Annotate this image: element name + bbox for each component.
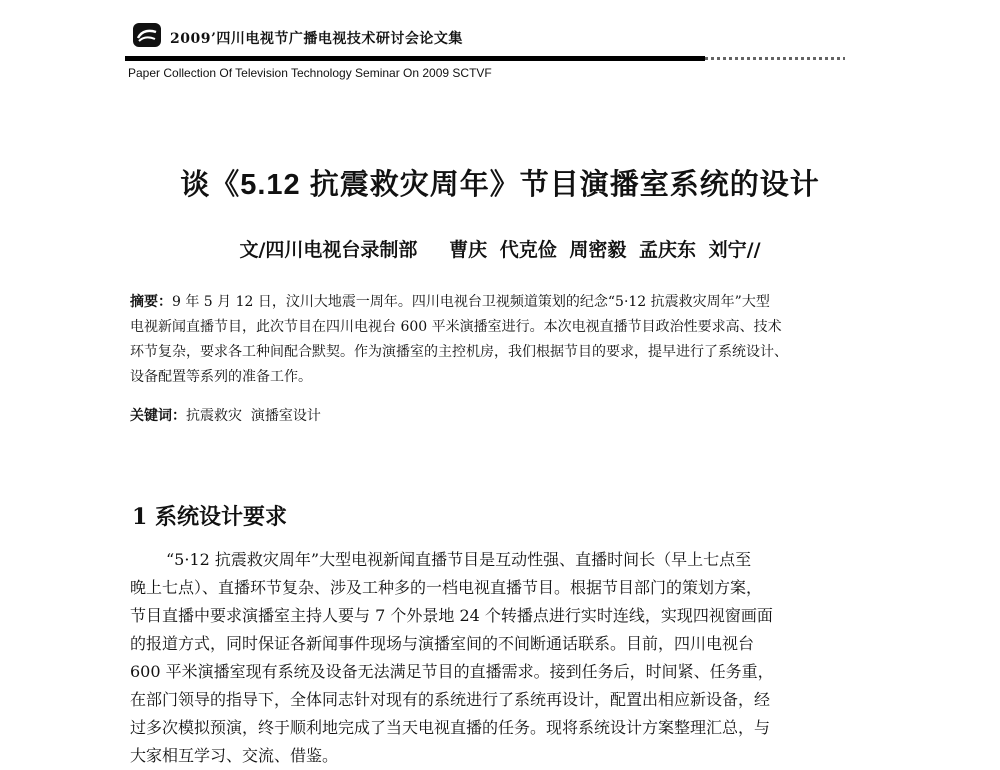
- paragraph-line: 过多次模拟预演，终于顺利地完成了当天电视直播的任务。现将系统设计方案整理汇总，与: [130, 718, 771, 737]
- abstract: [130, 290, 870, 390]
- paragraph-line: 的报道方式，同时保证各新闻事件现场与演播室间的不间断通话联系。目前，四川电视台: [130, 634, 755, 653]
- proceedings-title: 2009’四川电视节广播电视技术研讨会论文集: [170, 31, 463, 47]
- author-name: 曹庆: [449, 239, 488, 261]
- author-name: 周密毅: [569, 239, 627, 261]
- paragraph-line: “5·12 抗震救灾周年”大型电视新闻直播节目是互动性强、直播时间长（早上七点至: [166, 550, 752, 569]
- abstract-label: 摘要：: [130, 294, 172, 310]
- byline-org: 文/四川电视台录制部: [239, 239, 418, 261]
- abstract-line: [130, 290, 870, 315]
- section-body: [130, 546, 870, 770]
- author-name: 刘宁//: [708, 239, 761, 261]
- section-heading: 1 系统设计要求: [132, 504, 287, 530]
- author-name: 代克俭: [499, 239, 557, 261]
- abstract-line: 环节复杂，要求各工种间配合默契。作为演播室的主控机房，我们根据节目的要求，提早进行了系统设计、: [130, 344, 788, 360]
- abstract-line: 电视新闻直播节目，此次节目在四川电视台 600 平米演播室进行。本次电视直播节目政治性要求高、技术: [130, 319, 782, 335]
- keywords-label: 关键词：: [130, 408, 186, 424]
- header-rule: [125, 56, 705, 61]
- byline: [0, 235, 1000, 262]
- article-title: 谈《5.12 抗震救灾周年》节目演播室系统的设计: [180, 169, 820, 201]
- keywords-value: 抗震救灾 演播室设计: [186, 408, 321, 424]
- author-name: 孟庆东: [638, 239, 696, 261]
- abstract-line: 设备配置等系列的准备工作。: [130, 369, 312, 385]
- paragraph-line: 晚上七点）、直播环节复杂、涉及工种多的一档电视直播节目。根据节目部门的策划方案，: [130, 578, 763, 597]
- proceedings-subtitle: Paper Collection Of Television Technology Seminar On 2009 SCTVF: [128, 66, 492, 80]
- abstract-text: 9 年 5 月 12 日，汶川大地震一周年。四川电视台卫视频道策划的纪念“5·12 抗震救灾周年”大型: [172, 294, 770, 310]
- paragraph-line: 600 平米演播室现有系统及设备无法满足节目的直播需求。接到任务后，时间紧、任务重，: [130, 662, 774, 681]
- paragraph-line: 在部门领导的指导下，全体同志针对现有的系统进行了系统再设计，配置出相应新设备，经: [130, 690, 771, 709]
- paragraph-line: 节目直播中要求演播室主持人要与 7 个外景地 24 个转播点进行实时连线，实现四视窗画面: [130, 606, 773, 625]
- sctv-logo-icon: [132, 20, 162, 50]
- header-rule-fade: [705, 57, 845, 60]
- keywords: [130, 405, 321, 425]
- paragraph-line: 大家相互学习、交流、借鉴。: [130, 746, 339, 765]
